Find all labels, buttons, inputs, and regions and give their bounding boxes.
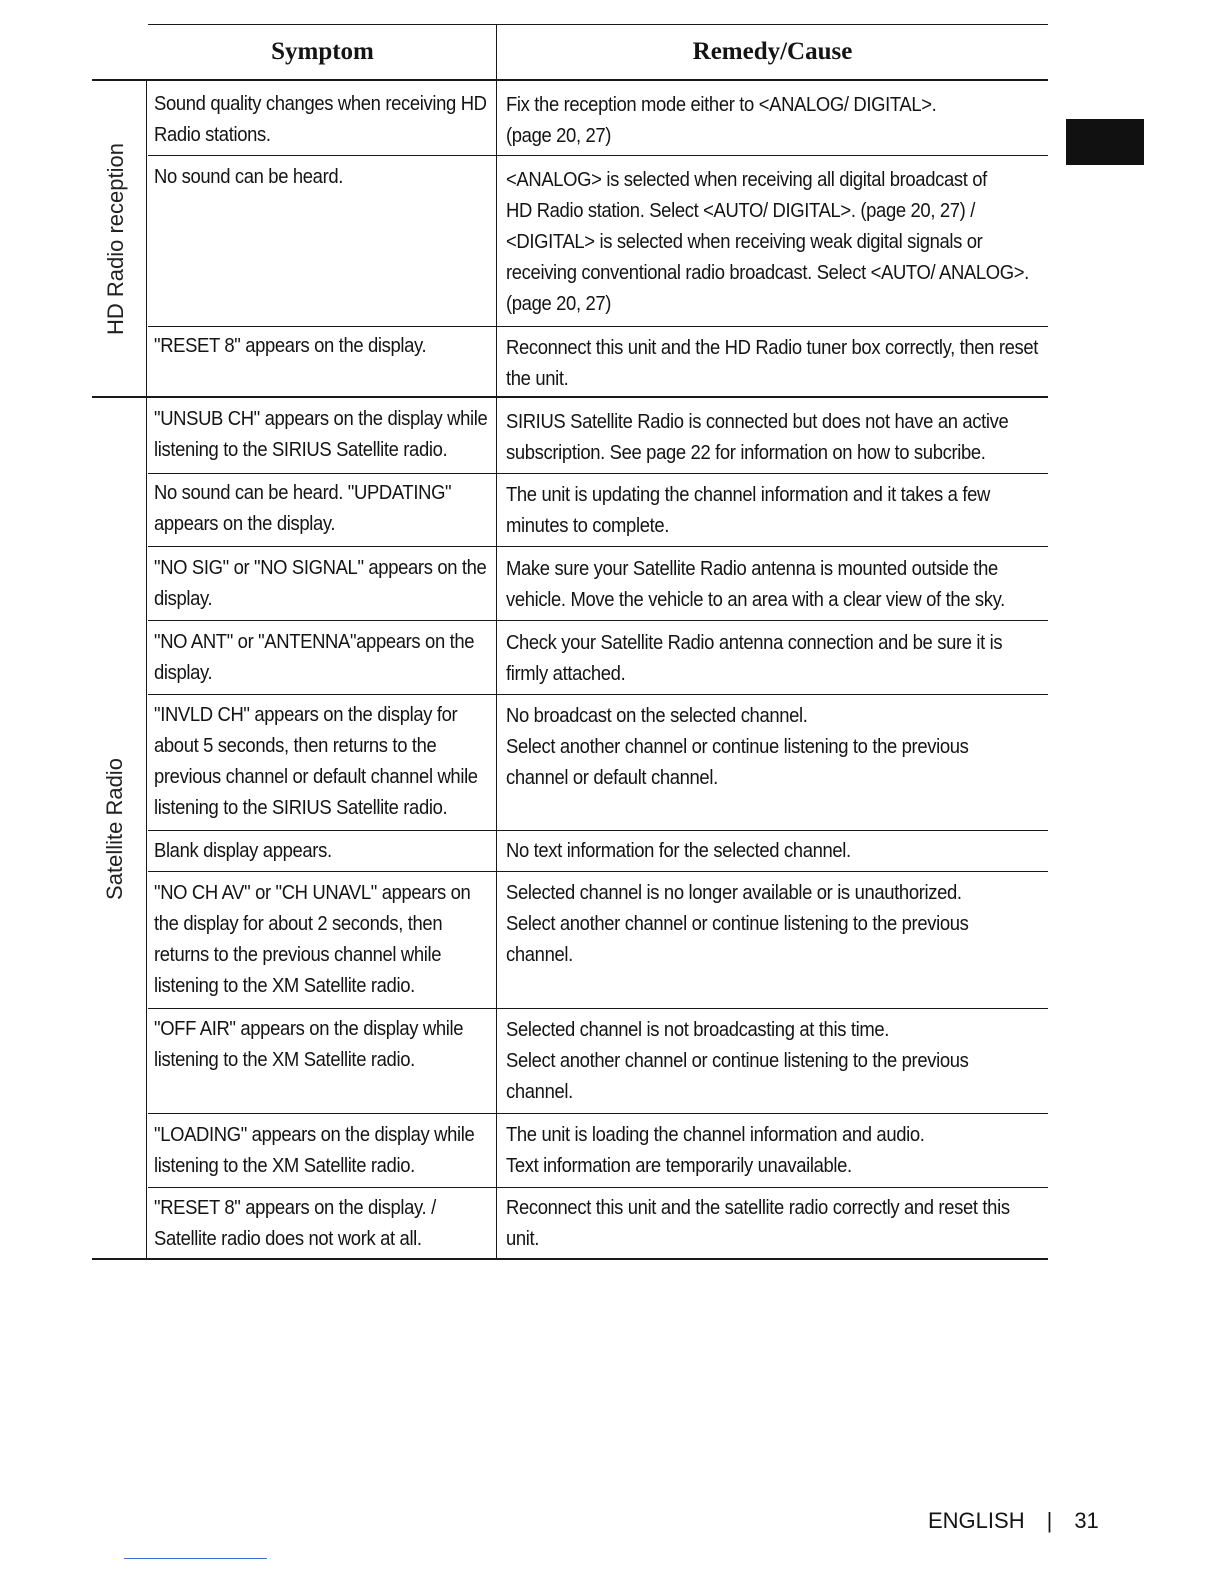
table-row-symptom: Sound quality changes when receiving HD Radio stations. <box>154 92 487 146</box>
table-row-symptom: "UNSUB CH" appears on the display while listening to the SIRIUS Satellite radio. <box>154 407 488 461</box>
row-divider <box>148 326 1048 327</box>
row-divider <box>148 473 1048 474</box>
table-row-remedy: Check your Satellite Radio antenna connection and be sure it is firmly attached. <box>506 631 1003 685</box>
row-divider <box>148 871 1048 872</box>
header-bottom-rule <box>92 79 1048 81</box>
table-row-remedy: Reconnect this unit and the satellite radio correctly and reset this unit. <box>506 1196 1010 1250</box>
table-row-symptom: "NO ANT" or "ANTENNA"appears on the display. <box>154 630 475 684</box>
table-row-remedy: Fix the reception mode either to <ANALOG/ DIGITAL>. (page 20, 27) <box>506 93 937 147</box>
table-row-remedy: Reconnect this unit and the HD Radio tuner box correctly, then reset the unit. <box>506 336 1039 390</box>
row-divider <box>148 1113 1048 1114</box>
table-row-remedy: The unit is loading the channel information and audio. Text information are temporarily unavailable. <box>506 1123 925 1177</box>
page-number: 31 <box>1074 1508 1099 1533</box>
section-label-divider <box>146 80 147 1260</box>
footer-separator: | <box>1046 1508 1053 1533</box>
row-divider <box>148 1187 1048 1188</box>
row-divider <box>148 620 1048 621</box>
symptom-column-header: Symptom <box>271 38 374 65</box>
table-row-symptom: "LOADING" appears on the display while listening to the XM Satellite radio. <box>154 1123 475 1177</box>
table-row-symptom: No sound can be heard. "UPDATING" appears on the display. <box>154 481 452 535</box>
section-divider-rule <box>92 396 1048 398</box>
table-row-remedy: <ANALOG> is selected when receiving all digital broadcast of HD Radio station. Select <AUTO/ DIGITAL>. (page 20, 27) / <DIGITAL> is selected when receiving weak digital signals or receiving conventional radio broadcast. Select <AUTO/ ANALOG>. (page 20, 27) <box>506 168 1029 315</box>
table-row-remedy: Selected channel is not broadcasting at this time. Select another channel or continue listening to the previous channel. <box>506 1018 969 1103</box>
table-bottom-rule <box>92 1258 1048 1260</box>
footer-language: ENGLISH <box>928 1508 1025 1533</box>
row-divider <box>148 830 1048 831</box>
row-divider <box>148 694 1048 695</box>
table-row-remedy: The unit is updating the channel information and it takes a few minutes to complete. <box>506 483 990 537</box>
table-row-remedy: No text information for the selected channel. <box>506 839 851 862</box>
table-row-symptom: Blank display appears. <box>154 839 332 862</box>
table-row-symptom: "NO SIG" or "NO SIGNAL" appears on the display. <box>154 556 487 610</box>
section-label-hd-radio: HD Radio reception <box>103 143 128 335</box>
section-tab-marker <box>1066 119 1144 165</box>
table-row-remedy: Make sure your Satellite Radio antenna is mounted outside the vehicle. Move the vehicle to an area with a clear view of the sky. <box>506 557 1005 611</box>
table-row-symptom: No sound can be heard. <box>154 165 344 188</box>
row-divider <box>148 155 1048 156</box>
table-top-rule <box>148 24 1048 25</box>
table-row-symptom: "RESET 8" appears on the display. <box>154 334 427 357</box>
section-label-satellite-radio: Satellite Radio <box>102 758 127 900</box>
table-row-symptom: "OFF AIR" appears on the display while listening to the XM Satellite radio. <box>154 1017 464 1071</box>
table-row-remedy: No broadcast on the selected channel. Select another channel or continue listening to the previous channel or default channel. <box>506 704 969 789</box>
row-divider <box>148 546 1048 547</box>
table-row-symptom: "NO CH AV" or "CH UNAVL" appears on the display for about 2 seconds, then returns to the previous channel while listening to the XM Satellite radio. <box>154 881 471 997</box>
column-divider <box>496 24 497 1260</box>
page-footer <box>928 1508 1099 1534</box>
blue-underline-rule <box>124 1558 267 1559</box>
table-row-symptom: "RESET 8" appears on the display. / Satellite radio does not work at all. <box>154 1196 436 1250</box>
row-divider <box>148 1008 1048 1009</box>
remedy-column-header: Remedy/Cause <box>692 38 853 65</box>
table-row-remedy: SIRIUS Satellite Radio is connected but does not have an active subscription. See page 22 for information on how to subcribe. <box>506 410 1009 464</box>
table-row-symptom: "INVLD CH" appears on the display for about 5 seconds, then returns to the previous channel or default channel while listening to the SIRIUS Satellite radio. <box>154 703 478 819</box>
table-row-remedy: Selected channel is no longer available or is unauthorized. Select another channel or continue listening to the previous channel. <box>506 881 969 966</box>
